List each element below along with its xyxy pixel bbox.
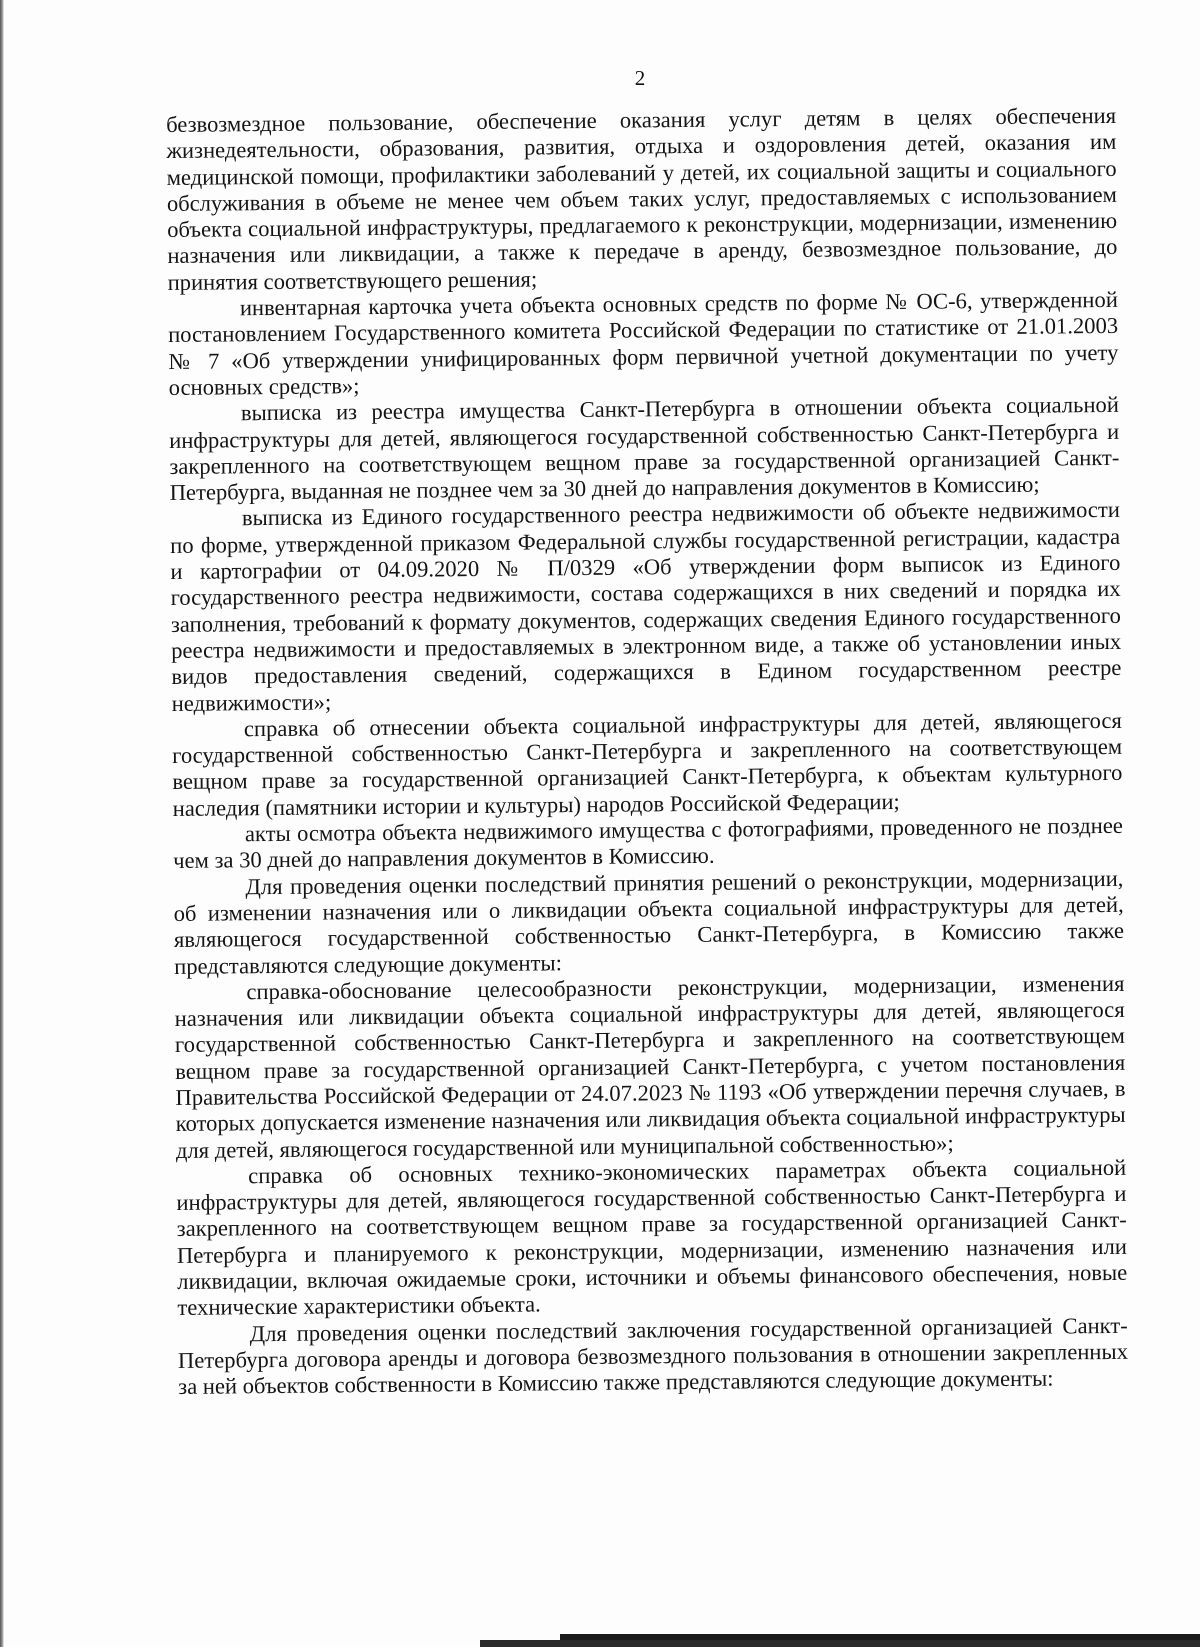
- page-number: 2: [634, 66, 646, 90]
- paragraph-continued: безвозмездное пользование, обеспечение оказания услуг детям в целях обеспечения жизнедеятельности, образования, развития, отдыха и оздоровления детей, оказания им медицинской помощи, профилактики заболеваний у детей, их социальной защиты и социального обслуживания в объеме не менее чем объем таких услуг, предоставляемых с использованием объекта социальной инфраструктуры, предлагаемого к реконструкции, модернизации, изменению назначения или ликвидации, а также к передаче в аренду, безвозмездное пользование, до принятия соответствующего решения;: [166, 102, 1118, 295]
- paragraph: Для проведения оценки последствий заключения государственной организацией Санкт-Петербурга договора аренды и договора безвозмездного пользования в отношении закрепленных за ней объектов собственности в Комиссию также представляются следующие документы:: [177, 1312, 1129, 1400]
- paragraph: справка об отнесении объекта социальной инфраструктуры для детей, являющегося государственной собственностью Санкт-Петербурга и закрепленного на соответствующем вещном праве за государственной организацией Санкт-Петербурга, к объектам культурного наследия (памятники истории и культуры) народов Российской Федерации;: [172, 707, 1123, 821]
- paragraph: выписка из реестра имущества Санкт-Петербурга в отношении объекта социальной инфраструктуры для детей, являющегося государственной собственностью Санкт-Петербурга и закрепленного на соответствующем вещном праве за государственной организацией Санкт-Петербурга, выданная не позднее чем за 30 дней до направления документов в Комиссию;: [169, 392, 1120, 506]
- paragraph: справка об основных технико-экономических параметрах объекта социальной инфраструктуры для детей, являющегося государственной собственностью Санкт-Петербурга и закрепленного на соответствующем вещном праве за государственной организацией Санкт-Петербурга и планируемого к реконструкции, модернизации, изменению назначения или ликвидации, включая ожидаемые сроки, источники и объемы финансового обеспечения, новые технические характеристики объекта.: [176, 1154, 1128, 1321]
- paragraph: инвентарная карточка учета объекта основных средств по форме № ОС-6, утвержденной постановлением Государственного комитета Российской Федерации по статистике от 21.01.2003 № 7 «Об утверждении унифицированных форм первичной учетной документации по учету основных средств»;: [168, 286, 1119, 400]
- scan-edge-left: [0, 0, 4, 1647]
- document-body: [166, 103, 1128, 1401]
- paragraph: выписка из Единого государственного реестра недвижимости об объекте недвижимости по форме, утвержденной приказом Федеральной службы государственной регистрации, кадастра и картографии от 04.09.2020 № П/0329 «Об утверждении форм выписок из Единого государственного реестра недвижимости, состава содержащихся в них сведений и порядка их заполнения, требований к формату документов, содержащих сведения Единого государственного реестра недвижимости и предоставляемых в электронном виде, а также об установлении иных видов предоставления сведений, содержащихся в Едином государственном реестре недвижимости»;: [170, 497, 1122, 716]
- paragraph: справка-обоснование целесообразности реконструкции, модернизации, изменения назначения или ликвидации объекта социальной инфраструктуры для детей, являющегося государственной собственностью Санкт-Петербурга и закрепленного на соответствующем вещном праве за государственной организацией Санкт-Петербурга, с учетом постановления Правительства Российской Федерации от 24.07.2023 № 1193 «Об утверждении перечня случаев, в которых допускается изменение назначения или ликвидация объекта социальной инфраструктуры для детей, являющегося государственной или муниципальной собственностью»;: [174, 970, 1126, 1163]
- paragraph: Для проведения оценки последствий принятия решений о реконструкции, модернизации, об изменении назначения или о ликвидации объекта социальной инфраструктуры для детей, являющегося государственной собственностью Санкт-Петербурга, в Комиссию также представляются следующие документы:: [173, 865, 1125, 979]
- paragraph: акты осмотра объекта недвижимого имущества с фотографиями, проведенного не позднее чем за 30 дней до направления документов в Комиссию.: [173, 812, 1124, 874]
- scan-edge-bottom: [480, 1640, 1200, 1647]
